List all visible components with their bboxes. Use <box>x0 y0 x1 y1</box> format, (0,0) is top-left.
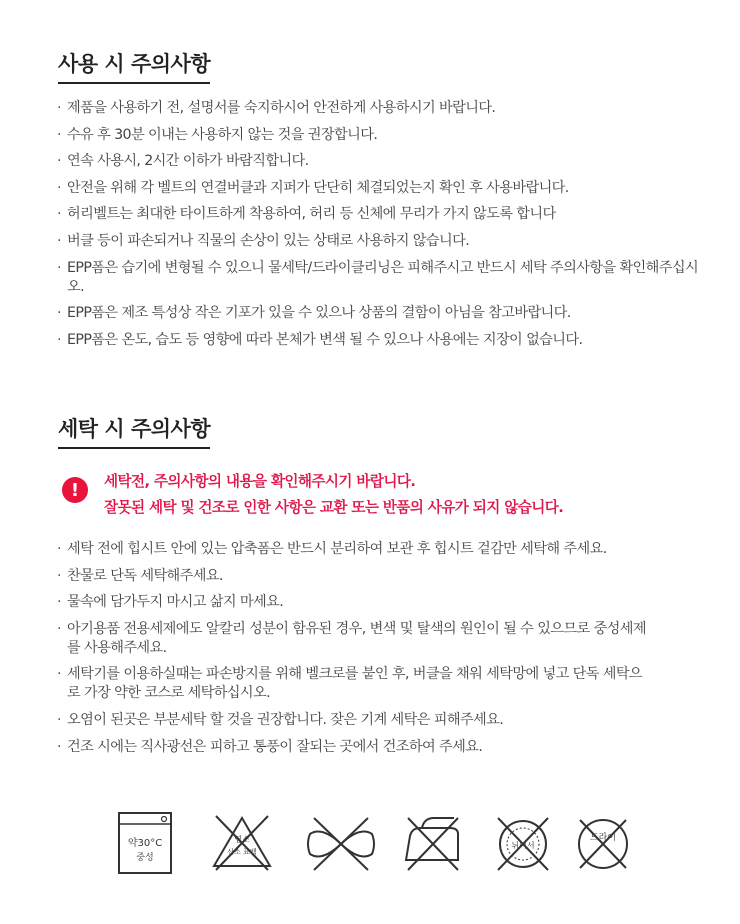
washing-section <box>58 413 720 449</box>
usage-title: 사용 시 주의사항 <box>58 48 210 84</box>
washing-notes <box>58 540 720 764</box>
list-item: · 버클 등이 파손되거나 직물의 손상이 있는 상태로 사용하지 않습니다. <box>58 232 720 251</box>
wash-30c-icon <box>116 810 174 876</box>
warning-text <box>104 469 563 521</box>
list-item: · 허리벨트는 최대한 타이트하게 착용하여, 허리 등 신체에 무리가 가지 않도록 합니다 <box>58 205 720 224</box>
bleach-label: 염소 <box>234 835 250 844</box>
wash-detergent-label: 중성 <box>136 853 154 863</box>
list-item: · 세탁기를 이용하실때는 파손방지를 위해 벨크로를 붙인 후, 버클을 채워 세탁망에 넣고 단독 세탁으로 가장 약한 코스로 세탁하십시오. <box>58 665 720 703</box>
list-item: · 물속에 담가두지 마시고 삶지 마세요. <box>58 593 720 612</box>
list-item: · EPP폼은 온도, 습도 등 영향에 따라 본체가 변색 될 수 있으나 사용에는 지장이 없습니다. <box>58 331 720 350</box>
tumble-label: 뉘어서 <box>511 841 535 850</box>
list-item: · 오염이 된곳은 부분세탁 할 것을 권장합니다. 잦은 기계 세탁은 피해주세요. <box>58 711 720 730</box>
no-tumble-dry-icon <box>492 810 554 876</box>
warning-box <box>62 469 563 521</box>
usage-list <box>58 99 720 350</box>
no-dry-clean-icon <box>572 810 634 876</box>
wash-temp-label: 약30°C <box>127 838 163 849</box>
warning-line: 잘못된 세탁 및 건조로 인한 사항은 교환 또는 반품의 사유가 되지 않습니다. <box>104 499 564 516</box>
list-item: · 아기용품 전용세제에도 알칼리 성분이 함유된 경우, 변색 및 탈색의 원인이 될 수 있으므로 중성세제를 사용해주세요. <box>58 620 720 658</box>
usage-section <box>58 48 720 84</box>
list-item: · 건조 시에는 직사광선은 피하고 통풍이 잘되는 곳에서 건조하여 주세요. <box>58 738 720 757</box>
bleach-label: 산소 표백 <box>227 848 257 856</box>
list-item: · 세탁 전에 힙시트 안에 있는 압축폼은 반드시 분리하여 보관 후 힙시트 겉감만 세탁해 주세요. <box>58 540 720 559</box>
warning-line: 세탁전, 주의사항의 내용을 확인해주시기 바랍니다. <box>104 473 416 490</box>
dryclean-label: 드라이 <box>589 833 617 843</box>
list-item: · 안전을 위해 각 벨트의 연결버클과 지퍼가 단단히 체결되었는지 확인 후 사용바랍니다. <box>58 179 720 198</box>
washing-list <box>58 540 720 757</box>
list-item: · EPP폼은 습기에 변형될 수 있으니 물세탁/드라이클리닝은 피해주시고 반드시 세탁 주의사항을 확인해주십시오. <box>58 259 720 297</box>
no-bleach-icon <box>210 810 274 876</box>
exclamation-icon: ! <box>62 477 88 503</box>
list-item: · 제품을 사용하기 전, 설명서를 숙지하시어 안전하게 사용하시기 바랍니다. <box>58 99 720 118</box>
list-item: · 연속 사용시, 2시간 이하가 바람직합니다. <box>58 152 720 171</box>
care-icons <box>116 810 636 880</box>
washing-title: 세탁 시 주의사항 <box>58 413 210 449</box>
list-item: · 수유 후 30분 이내는 사용하지 않는 것을 권장합니다. <box>58 126 720 145</box>
no-wringing-icon <box>306 810 376 876</box>
list-item: · EPP폼은 제조 특성상 작은 기포가 있을 수 있으나 상품의 결함이 아님을 참고바랍니다. <box>58 304 720 323</box>
no-ironing-icon <box>402 810 464 876</box>
list-item: · 찬물로 단독 세탁해주세요. <box>58 567 720 586</box>
usage-notes <box>58 99 720 357</box>
